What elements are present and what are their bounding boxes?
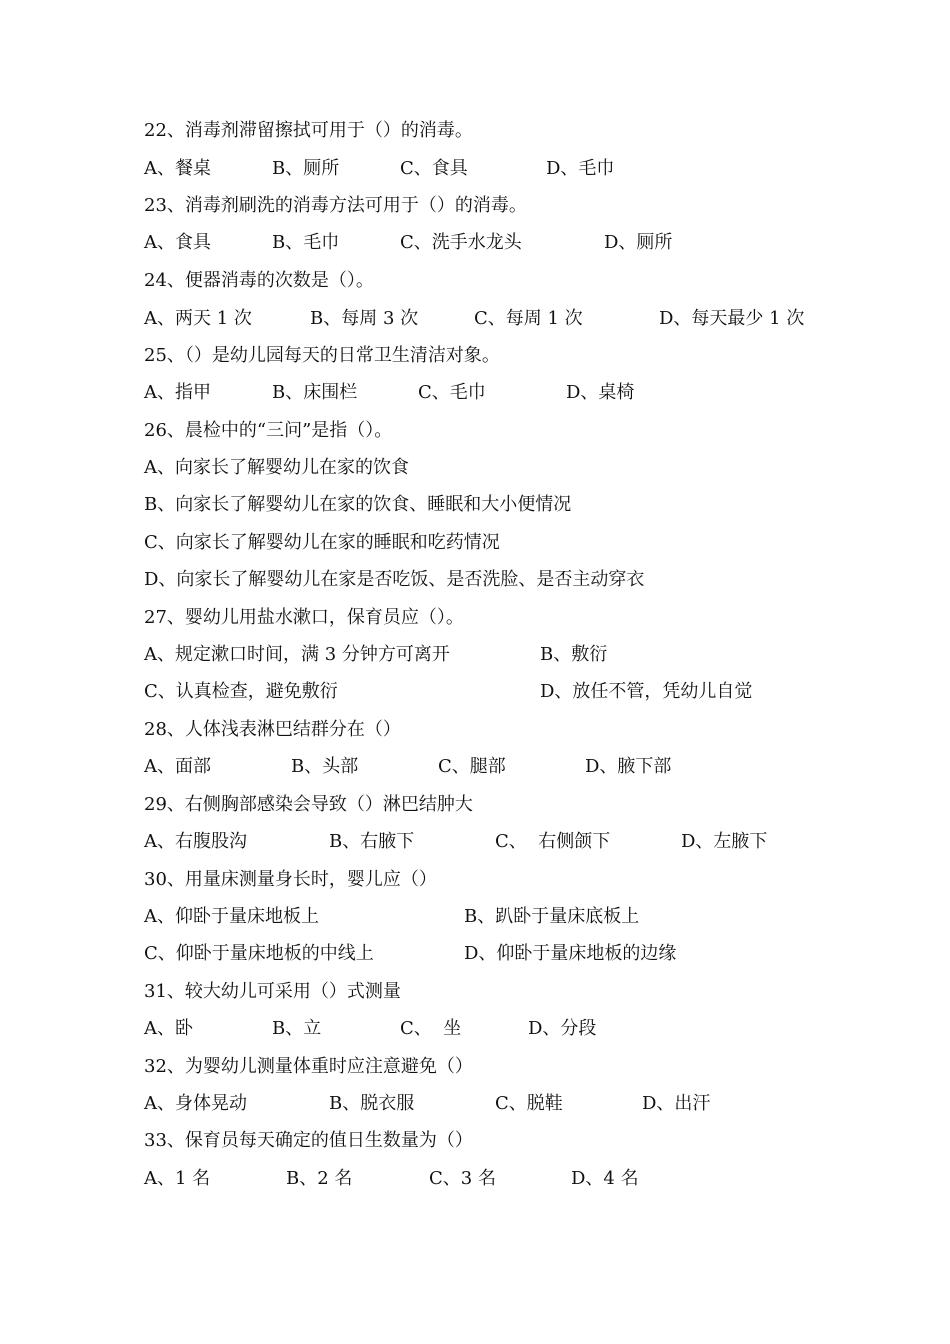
option: B、立 — [272, 1018, 322, 1039]
option: B、向家长了解婴幼儿在家的饮食、睡眠和大小便情况 — [144, 494, 572, 515]
option: C、脱鞋 — [495, 1093, 563, 1114]
option: B、床围栏 — [272, 382, 358, 403]
question-stem: 31、较大幼儿可采用（）式测量 — [144, 981, 401, 1002]
option: B、毛巾 — [272, 232, 340, 253]
option: A、两天 1 次 — [144, 308, 252, 329]
option: C、腿部 — [438, 756, 506, 777]
option: C、食具 — [400, 158, 468, 179]
option: C、每周 1 次 — [474, 308, 583, 329]
option: A、卧 — [144, 1018, 193, 1039]
question-stem: 25、（）是幼儿园每天的日常卫生清洁对象。 — [144, 345, 500, 366]
option: D、出汗 — [642, 1093, 711, 1114]
option: D、毛巾 — [546, 158, 615, 179]
option: A、1 名 — [144, 1168, 211, 1189]
option: A、食具 — [144, 232, 211, 253]
option: C、 右侧颌下 — [495, 831, 611, 852]
option: B、右腋下 — [329, 831, 415, 852]
option: C、毛巾 — [418, 382, 486, 403]
question-stem: 28、人体浅表淋巴结群分在（） — [144, 719, 401, 740]
option: D、向家长了解婴幼儿在家是否吃饭、是否洗脸、是否主动穿衣 — [144, 569, 645, 590]
option: D、左腋下 — [681, 831, 768, 852]
option: C、3 名 — [429, 1168, 496, 1189]
option: D、仰卧于量床地板的边缘 — [464, 943, 677, 964]
option: B、头部 — [291, 756, 359, 777]
question-stem: 23、消毒剂刷洗的消毒方法可用于（）的消毒。 — [144, 195, 527, 216]
option: D、桌椅 — [566, 382, 635, 403]
option: C、认真检查，避免敷衍 — [144, 681, 338, 702]
option: A、规定漱口时间，满 3 分钟方可离开 — [144, 644, 450, 665]
option: B、趴卧于量床底板上 — [464, 906, 640, 927]
question-stem: 30、用量床测量身长时，婴儿应（） — [144, 869, 437, 890]
option: B、厕所 — [272, 158, 340, 179]
question-stem: 27、婴幼儿用盐水漱口，保育员应（）。 — [144, 607, 464, 628]
option: C、洗手水龙头 — [400, 232, 522, 253]
option: A、身体晃动 — [144, 1093, 247, 1114]
option: C、向家长了解婴幼儿在家的睡眠和吃药情况 — [144, 532, 500, 553]
question-stem: 33、保育员每天确定的值日生数量为（） — [144, 1130, 473, 1151]
option: A、右腹股沟 — [144, 831, 247, 852]
option: B、敷衍 — [540, 644, 608, 665]
question-stem: 29、右侧胸部感染会导致（）淋巴结肿大 — [144, 794, 473, 815]
option: A、仰卧于量床地板上 — [144, 906, 319, 927]
option: D、厕所 — [604, 232, 673, 253]
option: D、腋下部 — [585, 756, 672, 777]
option: B、脱衣服 — [329, 1093, 415, 1114]
option: B、每周 3 次 — [310, 308, 419, 329]
question-stem: 24、便器消毒的次数是（）。 — [144, 270, 374, 291]
option: D、放任不管，凭幼儿自觉 — [540, 681, 753, 702]
question-stem: 22、消毒剂滞留擦拭可用于（）的消毒。 — [144, 120, 473, 141]
option: B、2 名 — [286, 1168, 353, 1189]
option: C、 坐 — [400, 1018, 462, 1039]
question-stem: 26、晨检中的“三问”是指（）。 — [144, 420, 393, 441]
option: D、4 名 — [571, 1168, 639, 1189]
option: D、分段 — [528, 1018, 597, 1039]
option: C、仰卧于量床地板的中线上 — [144, 943, 374, 964]
option: A、餐桌 — [144, 158, 211, 179]
question-stem: 32、为婴幼儿测量体重时应注意避免（） — [144, 1056, 473, 1077]
option: A、指甲 — [144, 382, 211, 403]
option: A、向家长了解婴幼儿在家的饮食 — [144, 457, 409, 478]
option: D、每天最少 1 次 — [659, 308, 805, 329]
option: A、面部 — [144, 756, 211, 777]
